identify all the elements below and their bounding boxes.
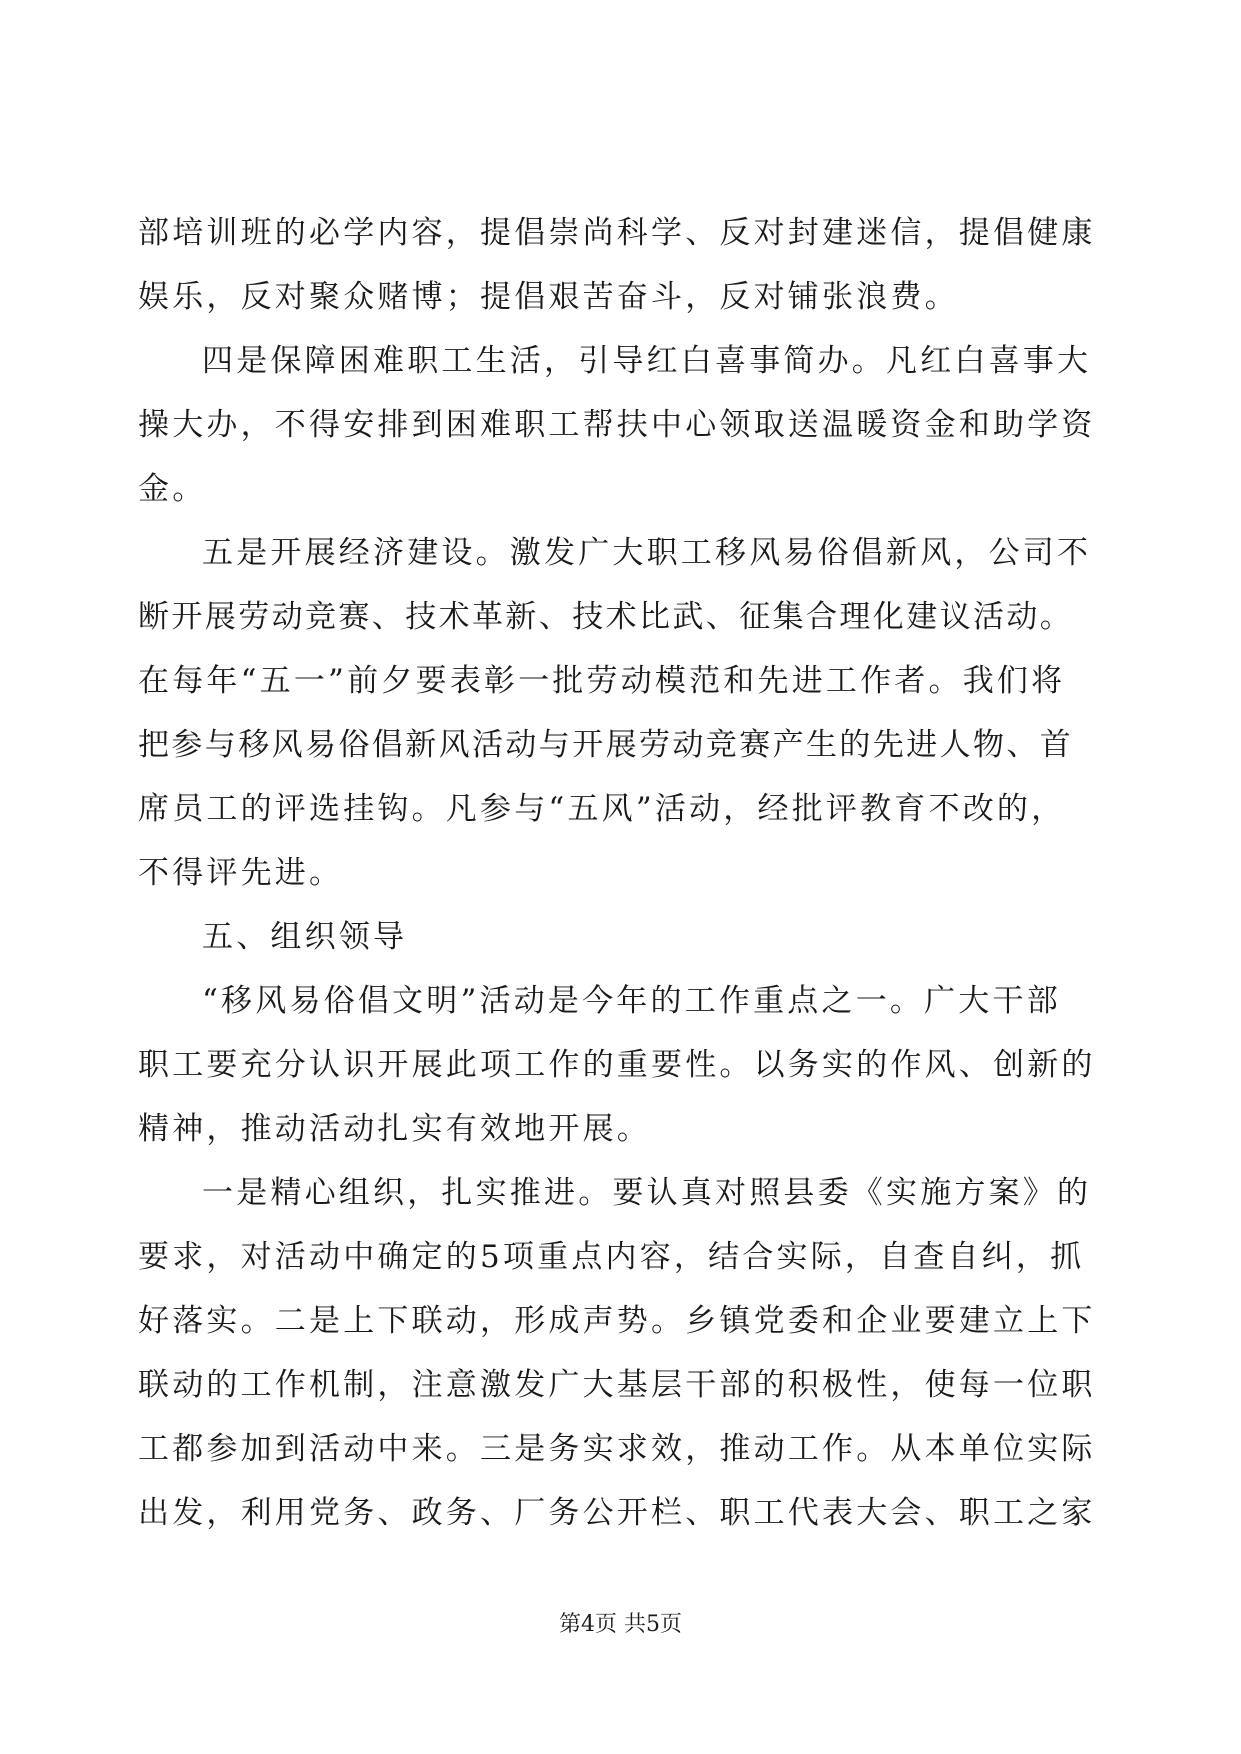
body-text-line: 出发，利用党务、政务、厂务公开栏、职工代表大会、职工之家 — [138, 1495, 1096, 1531]
body-text-line: 席员工的评选挂钩。凡参与“五风”活动，经批评教育不改的， — [138, 791, 1066, 827]
body-text-line: 好落实。二是上下联动，形成声势。乡镇党委和企业要建立上下 — [138, 1303, 1096, 1339]
section-heading: 五、组织领导 — [202, 919, 408, 955]
body-text-line: 不得评先进。 — [138, 855, 344, 891]
body-text-line: 联动的工作机制，注意激发广大基层干部的积极性，使每一位职 — [138, 1367, 1096, 1403]
body-text-line: 部培训班的必学内容，提倡崇尚科学、反对封建迷信，提倡健康 — [138, 215, 1096, 251]
body-text-line: 工都参加到活动中来。三是务实求效，推动工作。从本单位实际 — [138, 1431, 1096, 1467]
body-text-line: 在每年“五一”前夕要表彰一批劳动模范和先进工作者。我们将 — [138, 663, 1066, 699]
body-text-line: 把参与移风易俗倡新风活动与开展劳动竞赛产生的先进人物、首 — [138, 727, 1074, 763]
body-text-line: 娱乐，反对聚众赌博；提倡艰苦奋斗，反对铺张浪费。 — [138, 279, 959, 315]
body-text-line: 金。 — [138, 471, 207, 507]
body-text-line: 操大办，不得安排到困难职工帮扶中心领取送温暖资金和助学资 — [138, 407, 1096, 443]
paragraph-start-line: 五是开展经济建设。激发广大职工移风易俗倡新风，公司不 — [202, 535, 1092, 571]
body-text-line: 精神，推动活动扎实有效地开展。 — [138, 1111, 651, 1147]
paragraph-start-line: “移风易俗倡文明”活动是今年的工作重点之一。广大干部 — [202, 983, 1061, 1019]
paragraph-start-line: 四是保障困难职工生活，引导红白喜事简办。凡红白喜事大 — [202, 343, 1092, 379]
body-text-line: 职工要充分认识开展此项工作的重要性。以务实的作风、创新的 — [138, 1047, 1096, 1083]
body-text-line: 要求，对活动中确定的5项重点内容，结合实际，自查自纠，抓 — [138, 1239, 1085, 1275]
page-number-footer: 第4页 共5页 — [559, 1612, 682, 1637]
paragraph-start-line: 一是精心组织，扎实推进。要认真对照县委《实施方案》的 — [202, 1175, 1092, 1211]
body-text-line: 断开展劳动竞赛、技术革新、技术比武、征集合理化建议活动。 — [138, 599, 1074, 635]
